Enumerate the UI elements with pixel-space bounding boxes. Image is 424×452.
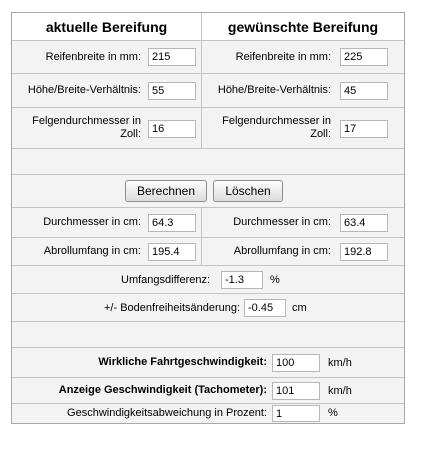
circ-diff-unit: % bbox=[270, 274, 280, 286]
desired-rim-input[interactable] bbox=[340, 120, 388, 138]
desired-width-input[interactable] bbox=[340, 48, 388, 66]
desired-width-label: Reifenbreite in mm: bbox=[235, 50, 331, 63]
circ-diff-row bbox=[12, 266, 404, 294]
current-rim-label-line1: Felgendurchmesser in bbox=[32, 115, 141, 127]
deviation-output[interactable] bbox=[272, 405, 320, 422]
display-speed-row bbox=[12, 378, 404, 404]
current-ratio-cell bbox=[146, 74, 202, 107]
current-rim-label bbox=[12, 108, 146, 148]
current-ratio-input[interactable] bbox=[148, 82, 196, 100]
deviation-row bbox=[12, 404, 404, 423]
header-row bbox=[12, 13, 404, 41]
header-desired: gewünschte Bereifung bbox=[202, 13, 404, 40]
current-ratio-label: Höhe/Breite-Verhältnis: bbox=[27, 84, 141, 96]
desired-ratio-input[interactable] bbox=[340, 82, 388, 100]
actual-speed-unit: km/h bbox=[328, 357, 352, 369]
desired-width-cell bbox=[336, 41, 404, 73]
header-current: aktuelle Bereifung bbox=[12, 13, 202, 40]
current-rim-label-line2: Zoll: bbox=[120, 128, 141, 140]
circ-diff-label: Umfangsdifferenz: bbox=[121, 274, 211, 286]
actual-speed-label: Wirkliche Fahrtgeschwindigkeit: bbox=[98, 356, 267, 368]
desired-ratio-label: Höhe/Breite-Verhältnis: bbox=[217, 84, 331, 96]
desired-diameter-label: Durchmesser in cm: bbox=[233, 216, 331, 228]
current-width-cell bbox=[146, 41, 202, 73]
display-speed-output[interactable] bbox=[272, 382, 320, 400]
current-width-label: Reifenbreite in mm: bbox=[45, 50, 141, 63]
deviation-unit: % bbox=[328, 407, 338, 419]
diameter-row bbox=[12, 208, 404, 238]
spacer-row-1 bbox=[12, 149, 404, 175]
desired-ratio-cell bbox=[336, 74, 404, 107]
width-row bbox=[12, 41, 404, 74]
clearance-label: +/- Bodenfreiheitsänderung: bbox=[104, 302, 241, 314]
desired-rim-label-line2: Zoll: bbox=[310, 128, 331, 140]
clearance-output[interactable] bbox=[244, 299, 286, 317]
current-diameter-label: Durchmesser in cm: bbox=[43, 216, 141, 228]
current-width-input[interactable] bbox=[148, 48, 196, 66]
display-speed-label: Anzeige Geschwindigkeit (Tachometer): bbox=[58, 384, 267, 396]
clear-button[interactable]: Löschen bbox=[213, 180, 283, 202]
desired-diameter-output[interactable] bbox=[340, 214, 388, 232]
clearance-row bbox=[12, 294, 404, 322]
circumference-row bbox=[12, 238, 404, 266]
current-diameter-cell bbox=[146, 208, 202, 237]
actual-speed-input[interactable] bbox=[272, 354, 320, 372]
desired-circumference-output[interactable] bbox=[340, 243, 388, 261]
desired-rim-label-line1: Felgendurchmesser in bbox=[222, 115, 331, 127]
clearance-unit: cm bbox=[292, 302, 307, 314]
calculate-button[interactable]: Berechnen bbox=[125, 180, 207, 202]
current-circumference-cell bbox=[146, 238, 202, 265]
current-circumference-label: Abrollumfang in cm: bbox=[43, 245, 141, 257]
spacer-row-2 bbox=[12, 322, 404, 348]
desired-circumference-label: Abrollumfang in cm: bbox=[233, 245, 331, 257]
desired-circumference-cell bbox=[336, 238, 404, 265]
display-speed-unit: km/h bbox=[328, 385, 352, 397]
desired-rim-cell bbox=[336, 108, 404, 148]
desired-diameter-cell bbox=[336, 208, 404, 237]
tire-calculator-form bbox=[11, 12, 405, 424]
rim-row bbox=[12, 108, 404, 149]
current-circumference-output[interactable] bbox=[148, 243, 196, 261]
circ-diff-output[interactable] bbox=[221, 271, 263, 289]
deviation-label: Geschwindigkeitsabweichung in Prozent: bbox=[67, 407, 267, 419]
current-diameter-output[interactable] bbox=[148, 214, 196, 232]
current-rim-input[interactable] bbox=[148, 120, 196, 138]
ratio-row bbox=[12, 74, 404, 108]
desired-rim-label bbox=[202, 108, 336, 148]
buttons-row bbox=[12, 175, 404, 208]
actual-speed-row bbox=[12, 348, 404, 378]
current-rim-cell bbox=[146, 108, 202, 148]
